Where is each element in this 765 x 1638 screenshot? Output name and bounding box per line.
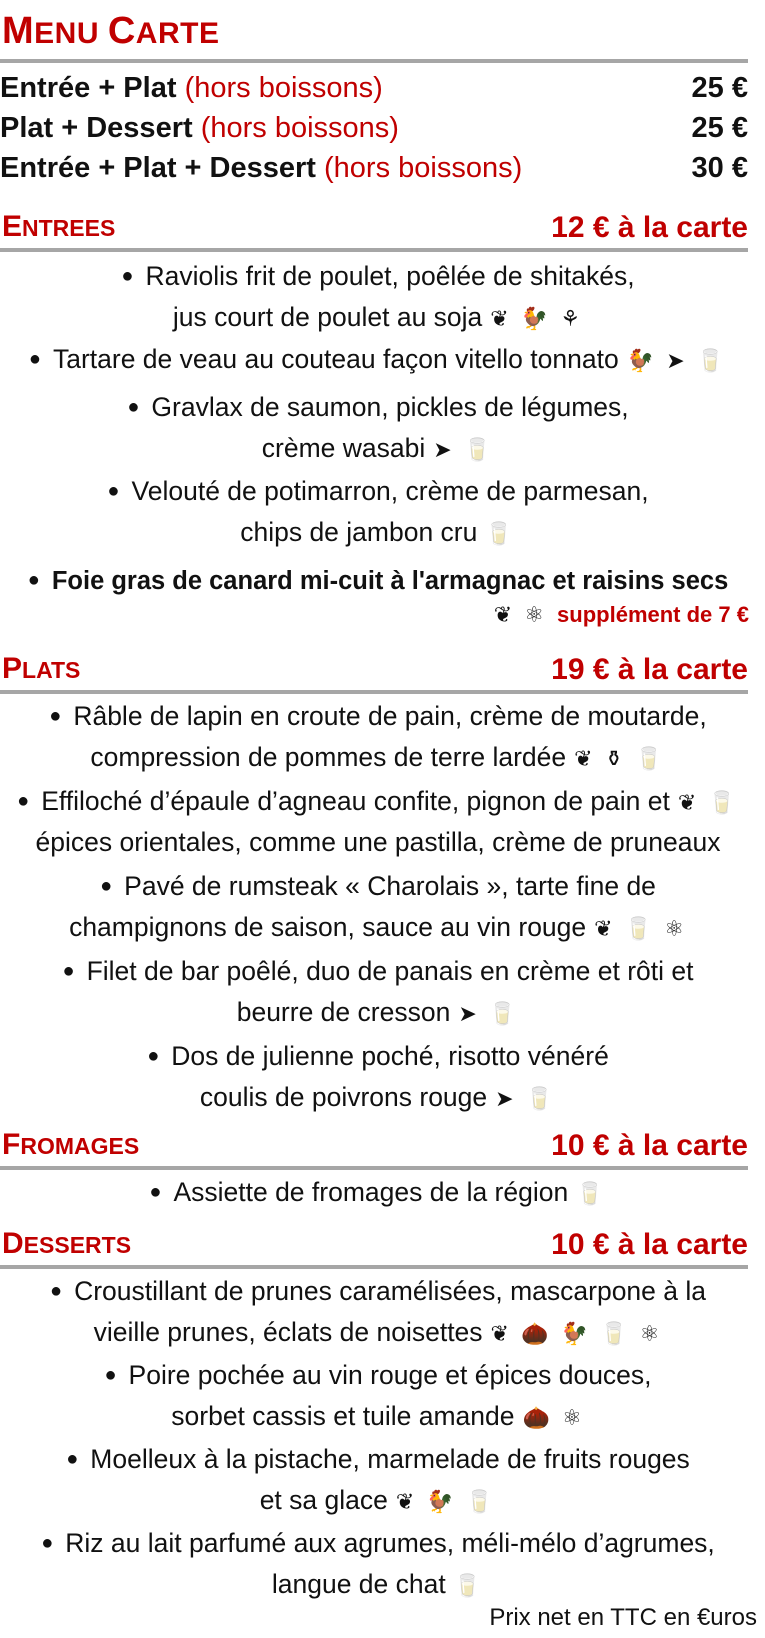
section-price: 19 € à la carte — [551, 653, 748, 686]
item-text: jus court de poulet au soja — [172, 302, 483, 332]
section-price: 12 € à la carte — [551, 211, 748, 244]
menu-item: ● Croustillant de prunes caramélisées, mascarpone à la vieille prunes, éclats de noisettes ❦ 🌰 🐓 🥛 ⚛ — [50, 1276, 706, 1347]
item-text: coulis de poivrons rouge — [199, 1082, 488, 1112]
item-text: Croustillant de prunes caramélisées, mascarpone à la — [74, 1276, 706, 1306]
section-price: 10 € à la carte — [551, 1129, 748, 1162]
menu-item: ● Riz au lait parfumé aux agrumes, méli-mélo d’agrumes, langue de chat 🥛 — [41, 1528, 715, 1599]
formula-note: (hors boissons) — [184, 72, 383, 104]
menu-item: ● Moelleux à la pistache, marmelade de fruits rouges et sa glace ❦ 🐓 🥛 — [66, 1444, 690, 1515]
supplement-text: supplément de 7 € — [557, 602, 749, 627]
section-title: DESSERTS — [2, 1227, 132, 1260]
item-text: Dos de julienne poché, risotto vénéré — [171, 1041, 609, 1071]
page-title: MENU CARTE — [2, 10, 220, 52]
item-text: Foie gras de canard mi-cuit à l'armagnac et raisins secs — [51, 567, 729, 595]
section-title: ENTREES — [2, 210, 116, 243]
item-text: chips de jambon cru — [240, 517, 478, 547]
title-divider — [0, 59, 748, 63]
item-text: crème wasabi — [261, 433, 426, 463]
menu-item: ● Filet de bar poêlé, duo de panais en crème et rôti et beurre de cresson ➤ 🥛 — [62, 956, 694, 1027]
item-text: Raviolis frit de poulet, poêlée de shitakés, — [145, 261, 635, 291]
formula-note: (hors boissons) — [324, 152, 523, 184]
allergen-icons: ➤ 🥛 — [433, 437, 495, 462]
formula-name: Entrée + Plat — [0, 72, 177, 104]
menu-item: ● Gravlax de saumon, pickles de légumes, crème wasabi ➤ 🥛 — [127, 392, 629, 463]
section-divider — [0, 1166, 748, 1170]
formula-name: Entrée + Plat + Dessert — [0, 152, 316, 184]
section-header-fromages — [0, 1128, 748, 1164]
formula-price: 25 € — [691, 72, 748, 104]
section-divider — [0, 248, 748, 252]
menu-item: ● Tartare de veau au couteau façon vitello tonnato 🐓 ➤ 🥛 — [28, 344, 728, 374]
section-divider — [0, 1265, 748, 1269]
item-text: sorbet cassis et tuile amande — [171, 1401, 515, 1431]
item-text: langue de chat — [271, 1569, 446, 1599]
allergen-icons: ❦ 🥛 — [677, 790, 739, 815]
allergen-icons: ➤ 🥛 — [458, 1001, 520, 1026]
allergen-icons: ❦ 🌰 🐓 🥛 ⚛ — [490, 1321, 663, 1346]
item-text: champignons de saison, sauce au vin rouge — [69, 912, 587, 942]
item-text: Velouté de potimarron, crème de parmesan, — [131, 476, 649, 506]
allergen-icons: 🌰 ⚛ — [522, 1405, 585, 1430]
formula-row — [0, 108, 748, 148]
item-text: Filet de bar poêlé, duo de panais en crème et rôti et — [86, 956, 694, 986]
item-text: compression de pommes de terre lardée — [90, 742, 567, 772]
menu-item: ● Foie gras de canard mi-cuit à l'armagnac et raisins secs — [27, 567, 729, 595]
formula-row — [0, 68, 748, 108]
allergen-icons: 🐓 ➤ 🥛 — [626, 348, 728, 373]
allergen-icons: ❦ 🐓 🥛 — [395, 1489, 497, 1514]
allergen-icons: ❦ 🐓 ⚘ — [490, 306, 584, 331]
formula-note: (hors boissons) — [200, 112, 399, 144]
section-header-entrees — [0, 210, 748, 246]
supplement-line — [494, 600, 749, 630]
allergen-icons: ➤ 🥛 — [495, 1086, 557, 1111]
item-text: Poire pochée au vin rouge et épices douces, — [128, 1360, 652, 1390]
item-text: Assiette de fromages de la région — [173, 1177, 569, 1207]
formula-row — [0, 148, 748, 188]
allergen-icons: ❦ ⚛ — [493, 602, 548, 627]
menu-item: ● Poire pochée au vin rouge et épices douces, sorbet cassis et tuile amande 🌰 ⚛ — [104, 1360, 652, 1431]
section-divider — [0, 690, 748, 694]
allergen-icons: 🥛 — [485, 521, 516, 546]
item-text: Gravlax de saumon, pickles de légumes, — [151, 392, 629, 422]
item-text: épices orientales, comme une pastilla, crème de pruneaux — [35, 827, 721, 857]
menu-item: ● Effiloché d’épaule d’agneau confite, pignon de pain et ❦ 🥛 épices orientales, comme une pastilla, crème de pruneaux — [17, 786, 739, 857]
item-text: et sa glace — [259, 1485, 388, 1515]
item-text: Pavé de rumsteak « Charolais », tarte fine de — [124, 871, 656, 901]
section-title: PLATS — [2, 652, 81, 685]
menu-item: ● Dos de julienne poché, risotto vénéré coulis de poivrons rouge ➤ 🥛 — [147, 1041, 609, 1112]
section-header-plats — [0, 652, 748, 688]
item-text: beurre de cresson — [236, 997, 451, 1027]
menu-item: ● Velouté de potimarron, crème de parmesan, chips de jambon cru 🥛 — [107, 476, 649, 547]
section-header-desserts — [0, 1227, 748, 1263]
allergen-icons: ❦ ⚱ 🥛 — [574, 746, 666, 771]
price-footnote: Prix net en TTC en €uros — [489, 1604, 757, 1631]
item-text: Effiloché d’épaule d’agneau confite, pignon de pain et — [41, 786, 670, 816]
menu-item: ● Râble de lapin en croute de pain, crème de moutarde, compression de pommes de terre lardée ❦ ⚱ 🥛 — [49, 701, 707, 772]
item-text: Moelleux à la pistache, marmelade de fruits rouges — [90, 1444, 690, 1474]
menu-item: ● Pavé de rumsteak « Charolais », tarte fine de champignons de saison, sauce au vin rouge ❦ 🥛 ⚛ — [69, 871, 687, 942]
formula-price: 25 € — [691, 112, 748, 144]
allergen-icons: 🥛 — [576, 1181, 607, 1206]
section-price: 10 € à la carte — [551, 1228, 748, 1261]
allergen-icons: 🥛 — [453, 1573, 485, 1598]
menu-item: ● Assiette de fromages de la région 🥛 — [149, 1177, 607, 1207]
formula-name: Plat + Dessert — [0, 112, 193, 144]
section-title: FROMAGES — [2, 1128, 140, 1161]
menu-item: ● Raviolis frit de poulet, poêlée de shitakés, jus court de poulet au soja ❦ 🐓 ⚘ — [121, 261, 635, 332]
item-text: Riz au lait parfumé aux agrumes, méli-mélo d’agrumes, — [65, 1528, 715, 1558]
item-text: vieille prunes, éclats de noisettes — [93, 1317, 483, 1347]
item-text: Râble de lapin en croute de pain, crème de moutarde, — [73, 701, 707, 731]
item-text: Tartare de veau au couteau façon vitello tonnato — [52, 344, 619, 374]
allergen-icons: ❦ 🥛 ⚛ — [594, 916, 687, 941]
formula-price: 30 € — [691, 152, 748, 184]
